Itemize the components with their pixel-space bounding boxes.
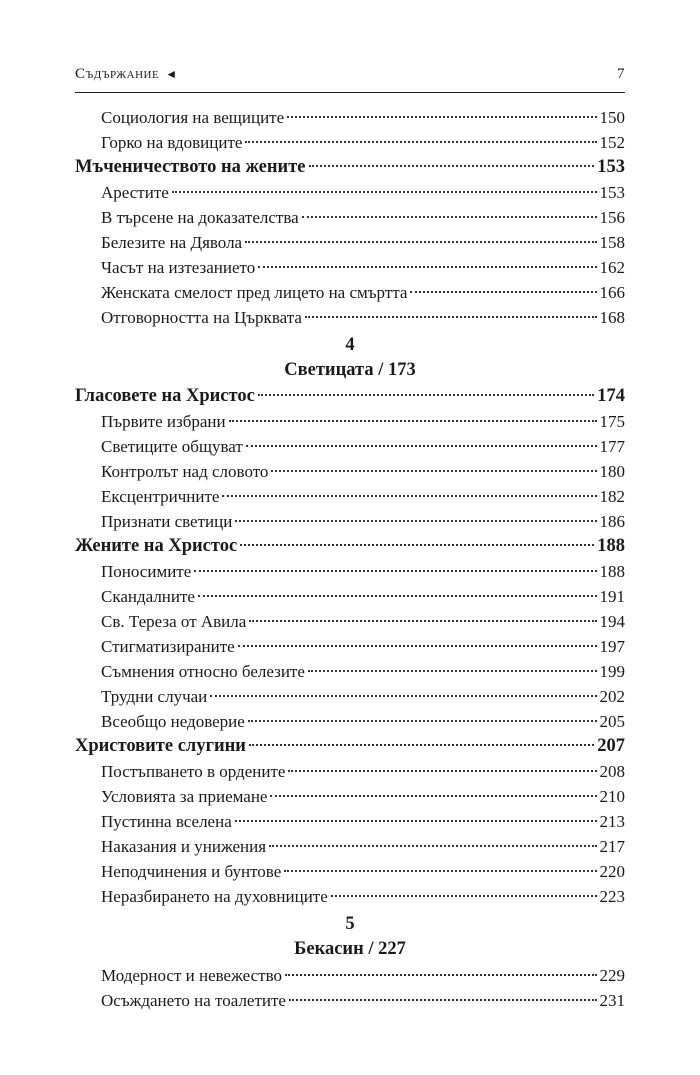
toc-title: Стигматизираните [101, 637, 235, 656]
toc-title: В търсене на доказателства [101, 208, 299, 227]
toc-title: Жените на Христос [75, 536, 238, 556]
dot-leader [246, 445, 597, 447]
toc-title: Признати светици [101, 512, 233, 531]
header-rule [75, 92, 625, 93]
toc-page-number: 153 [599, 183, 625, 202]
toc-page-number: 220 [599, 862, 625, 881]
toc-page-number: 213 [599, 812, 625, 831]
toc-title: Социология на вещиците [101, 108, 285, 127]
toc-page-number: 175 [599, 412, 625, 431]
toc-page-number: 174 [597, 386, 625, 406]
dot-leader [271, 470, 596, 472]
toc-entry-row [75, 180, 625, 205]
toc-title: Часът на изтезанието [101, 258, 256, 277]
toc-section-row [75, 534, 625, 559]
running-head [75, 66, 625, 83]
dot-leader [308, 670, 597, 672]
toc-entry-row [75, 609, 625, 634]
toc-page-number: 177 [599, 437, 625, 456]
toc-entry-row [75, 988, 625, 1013]
toc-page-number: 188 [597, 536, 625, 556]
toc-entry-row [75, 484, 625, 509]
toc-page-number: 217 [599, 837, 625, 856]
toc-page-number: 162 [599, 258, 625, 277]
toc-title: Неподчинения и бунтове [101, 862, 282, 881]
part-number: 5 [345, 914, 355, 934]
dot-leader [258, 394, 594, 396]
toc-title: Всеобщо недоверие [101, 712, 245, 731]
toc-entry-row [75, 230, 625, 255]
dot-leader [248, 720, 597, 722]
part-heading [75, 333, 625, 384]
toc-entry-row [75, 409, 625, 434]
toc-page-number: 180 [599, 462, 625, 481]
toc-title: Наказания и унижения [101, 837, 267, 856]
toc-title: Модерност и невежество [101, 966, 282, 985]
toc-entry-row [75, 559, 625, 584]
dot-leader [198, 595, 597, 597]
dot-leader [288, 770, 596, 772]
toc-section-row [75, 384, 625, 409]
toc-title: Пустинна вселена [101, 812, 232, 831]
toc-entry-row [75, 834, 625, 859]
toc-title: Неразбирането на духовниците [101, 887, 328, 906]
toc-entry-row [75, 634, 625, 659]
dot-leader [302, 216, 597, 218]
toc-page-number: 229 [599, 966, 625, 985]
toc-title: Арестите [101, 183, 169, 202]
toc-title: Контролът над словото [101, 462, 269, 481]
toc-entry-row [75, 659, 625, 684]
part-heading [75, 912, 625, 963]
dot-leader [194, 570, 596, 572]
toc-page-number: 150 [599, 108, 625, 127]
toc-title: Гласовете на Христос [75, 386, 255, 406]
toc-page-number: 202 [599, 687, 625, 706]
toc-page-number: 199 [599, 662, 625, 681]
dot-leader [210, 695, 596, 697]
toc-page-number: 231 [599, 991, 625, 1010]
toc-page-number: 166 [599, 283, 625, 302]
toc-entry-row [75, 684, 625, 709]
toc-page-number: 188 [599, 562, 625, 581]
dot-leader [229, 420, 597, 422]
triangle-left-icon: ◄ [165, 67, 178, 81]
part-title: Бекасин / 227 [294, 939, 406, 959]
toc-entry-row [75, 759, 625, 784]
toc-section-row [75, 734, 625, 759]
toc-title: Белезите на Дявола [101, 233, 243, 252]
toc-title: Трудни случаи [101, 687, 208, 706]
toc-title: Постъпването в ордените [101, 762, 286, 781]
dot-leader [410, 291, 596, 293]
toc-title: Осъждането на тоалетите [101, 991, 286, 1010]
table-of-contents [75, 105, 625, 1013]
dot-leader [249, 620, 596, 622]
toc-entry-row [75, 205, 625, 230]
toc-page-number: 210 [599, 787, 625, 806]
toc-entry-row [75, 963, 625, 988]
toc-title: Светиците общуват [101, 437, 243, 456]
toc-title: Отговорността на Църквата [101, 308, 302, 327]
toc-page-number: 168 [599, 308, 625, 327]
toc-section-row [75, 155, 625, 180]
toc-entry-row [75, 584, 625, 609]
toc-page-number: 208 [599, 762, 625, 781]
toc-entry-row [75, 105, 625, 130]
toc-entry-row [75, 305, 625, 330]
toc-entry-row [75, 280, 625, 305]
toc-entry-row [75, 434, 625, 459]
toc-title: Съмнения относно белезите [101, 662, 305, 681]
toc-page-number: 153 [597, 157, 625, 177]
dot-leader [172, 191, 597, 193]
dot-leader [258, 266, 596, 268]
toc-entry-row [75, 709, 625, 734]
part-number: 4 [345, 335, 355, 355]
dot-leader [222, 495, 596, 497]
toc-page-number: 223 [599, 887, 625, 906]
toc-page-number: 194 [599, 612, 625, 631]
dot-leader [289, 999, 597, 1001]
toc-title: Условията за приемане [101, 787, 268, 806]
toc-entry-row [75, 784, 625, 809]
toc-page-number: 152 [599, 133, 625, 152]
toc-title: Христовите слугини [75, 736, 246, 756]
toc-title: Ексцентричните [101, 487, 220, 506]
dot-leader [249, 744, 594, 746]
toc-title: Скандалните [101, 587, 195, 606]
toc-title: Горко на вдовиците [101, 133, 243, 152]
toc-page-number: 191 [599, 587, 625, 606]
toc-entry-row [75, 130, 625, 155]
dot-leader [245, 141, 596, 143]
toc-page-number: 182 [599, 487, 625, 506]
dot-leader [235, 520, 596, 522]
toc-entry-row [75, 859, 625, 884]
toc-entry-row [75, 509, 625, 534]
toc-entry-row [75, 459, 625, 484]
dot-leader [331, 895, 597, 897]
dot-leader [309, 165, 595, 167]
dot-leader [270, 795, 596, 797]
page-number: 7 [617, 66, 625, 82]
dot-leader [269, 845, 596, 847]
toc-entry-row [75, 255, 625, 280]
toc-title: Св. Тереза от Авила [101, 612, 247, 631]
dot-leader [235, 820, 597, 822]
toc-page-number: 207 [597, 736, 625, 756]
toc-title: Мъченичеството на жените [75, 157, 306, 177]
toc-title: Първите избрани [101, 412, 226, 431]
dot-leader [305, 316, 597, 318]
dot-leader [285, 974, 597, 976]
dot-leader [240, 544, 594, 546]
dot-leader [287, 116, 596, 118]
toc-entry-row [75, 884, 625, 909]
running-head-section: Съдържание [75, 66, 160, 82]
dot-leader [238, 645, 597, 647]
toc-page-number: 186 [599, 512, 625, 531]
toc-title: Поносимите [101, 562, 192, 581]
toc-title: Женската смелост пред лицето на смъртта [101, 283, 408, 302]
toc-page-number: 156 [599, 208, 625, 227]
toc-page-number: 197 [599, 637, 625, 656]
toc-entry-row [75, 809, 625, 834]
part-title: Светицата / 173 [284, 360, 416, 380]
toc-page-number: 158 [599, 233, 625, 252]
dot-leader [284, 870, 596, 872]
dot-leader [245, 241, 596, 243]
toc-page-number: 205 [599, 712, 625, 731]
